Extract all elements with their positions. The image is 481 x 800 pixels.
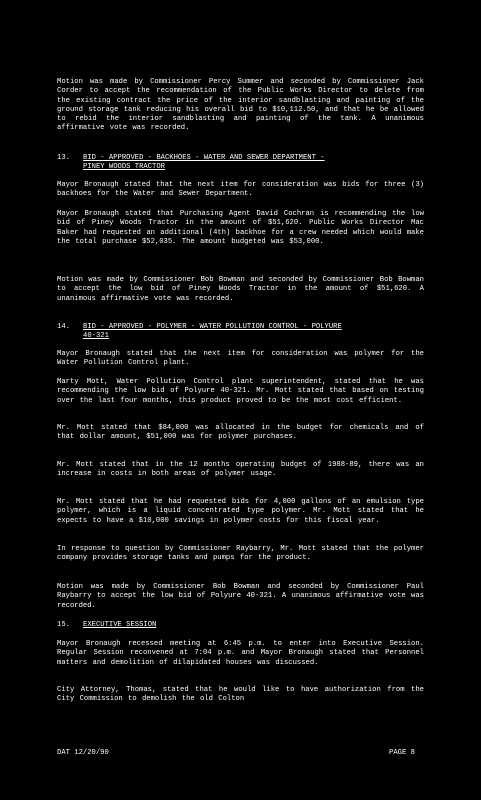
paragraph-city-attorney: City Attorney, Thomas, stated that he would like to have authorization from the City Commission to demolish the old Colton (57, 686, 424, 704)
heading-number: 15. (57, 621, 70, 629)
heading-title-continued: PINEY WOODS TRACTOR (83, 163, 165, 172)
heading-title-continued: 40-321 (83, 332, 109, 341)
paragraph-polymer-costs: Mr. Mott stated that in the 12 months operating budget of 1988-89, there was an increase in costs in both areas of polymer usage. (57, 461, 424, 479)
heading-item-15 (57, 621, 437, 630)
paragraph-polymer-recommendation: Marty Mott, Water Pollution Control plant superintendent, stated that he was recommending the low bid of Polyure 40-321. Mr. Mott stated that based on testing over the last four months, this product proved to be the most cost efficient. (57, 378, 424, 405)
heading-title: EXECUTIVE SESSION (83, 621, 157, 629)
heading-number: 14. (57, 323, 70, 331)
footer-date: DAT 12/20/90 (57, 749, 109, 757)
paragraph-polymer-motion: Motion was made by Commissioner Bob Bowman and seconded by Commissioner Paul Raybarry to accept the low bid of Polyure 40-321. A unanimous affirmative vote was recorded. (57, 583, 424, 610)
paragraph-backhoe-recommendation: Mayor Bronaugh stated that Purchasing Agent David Cochran is recommending the low bid of Piney Woods Tractor in the amount of $51,620. Public Works Director Mac Baker had requested an additional (4th) backhoe for a crew needed which would make the total purchase $52,035. The amount budgeted was $53,000. (57, 210, 424, 246)
heading-number: 13. (57, 154, 70, 162)
paragraph-backhoe-motion: Motion was made by Commissioner Bob Bowman and seconded by Commissioner Bob Bowman to accept the low bid of Piney Woods Tractor in the amount of $51,620. A unanimous affirmative vote was recorded. (57, 276, 424, 303)
heading-item-14 (57, 323, 437, 342)
paragraph-polymer-savings: Mr. Mott stated that he had requested bids for 4,000 gallons of an emulsion type polymer, which is a liquid concentrated type polymer. Mr. Mott stated that he expects to have a $10,000 savings in polymer costs for this fiscal year. (57, 498, 424, 525)
footer-page-number: PAGE 8 (389, 749, 415, 757)
paragraph-polymer-budget: Mr. Mott stated that $84,000 was allocated in the budget for chemicals and of that dollar amount, $51,000 was for polymer purchases. (57, 424, 424, 442)
heading-title: BID - APPROVED - POLYMER - WATER POLLUTION CONTROL - POLYURE (83, 323, 342, 331)
paragraph-motion-tank: Motion was made by Commissioner Percy Summer and seconded by Commissioner Jack Corder to accept the recommendation of the Public Works Director to delete from the existing contract the price of the interior sandblasting and painting of the ground storage tank reducing his overall bid to $10,112.50, and that he be allowed to rebid the interior sandblasting and painting of the tank. A unanimous affirmative vote was recorded. (57, 78, 424, 133)
heading-item-13 (57, 154, 437, 173)
paragraph-backhoe-bids: Mayor Bronaugh stated that the next item for consideration was bids for three (3) backhoes for the Water and Sewer Department. (57, 181, 424, 199)
paragraph-polymer-question: In response to question by Commissioner Raybarry, Mr. Mott stated that the polymer company provides storage tanks and pumps for the product. (57, 545, 424, 563)
heading-title: BID - APPROVED - BACKHOES - WATER AND SEWER DEPARTMENT - (83, 154, 325, 162)
paragraph-polymer-intro: Mayor Bronaugh stated that the next item for consideration was polymer for the Water Pollution Control plant. (57, 350, 424, 368)
paragraph-executive-session: Mayor Bronaugh recessed meeting at 6:45 p.m. to enter into Executive Session. Regular Session reconvened at 7:04 p.m. and Mayor Bronaugh stated that Personnel matters and demolition of dilapidated houses was discussed. (57, 640, 424, 667)
